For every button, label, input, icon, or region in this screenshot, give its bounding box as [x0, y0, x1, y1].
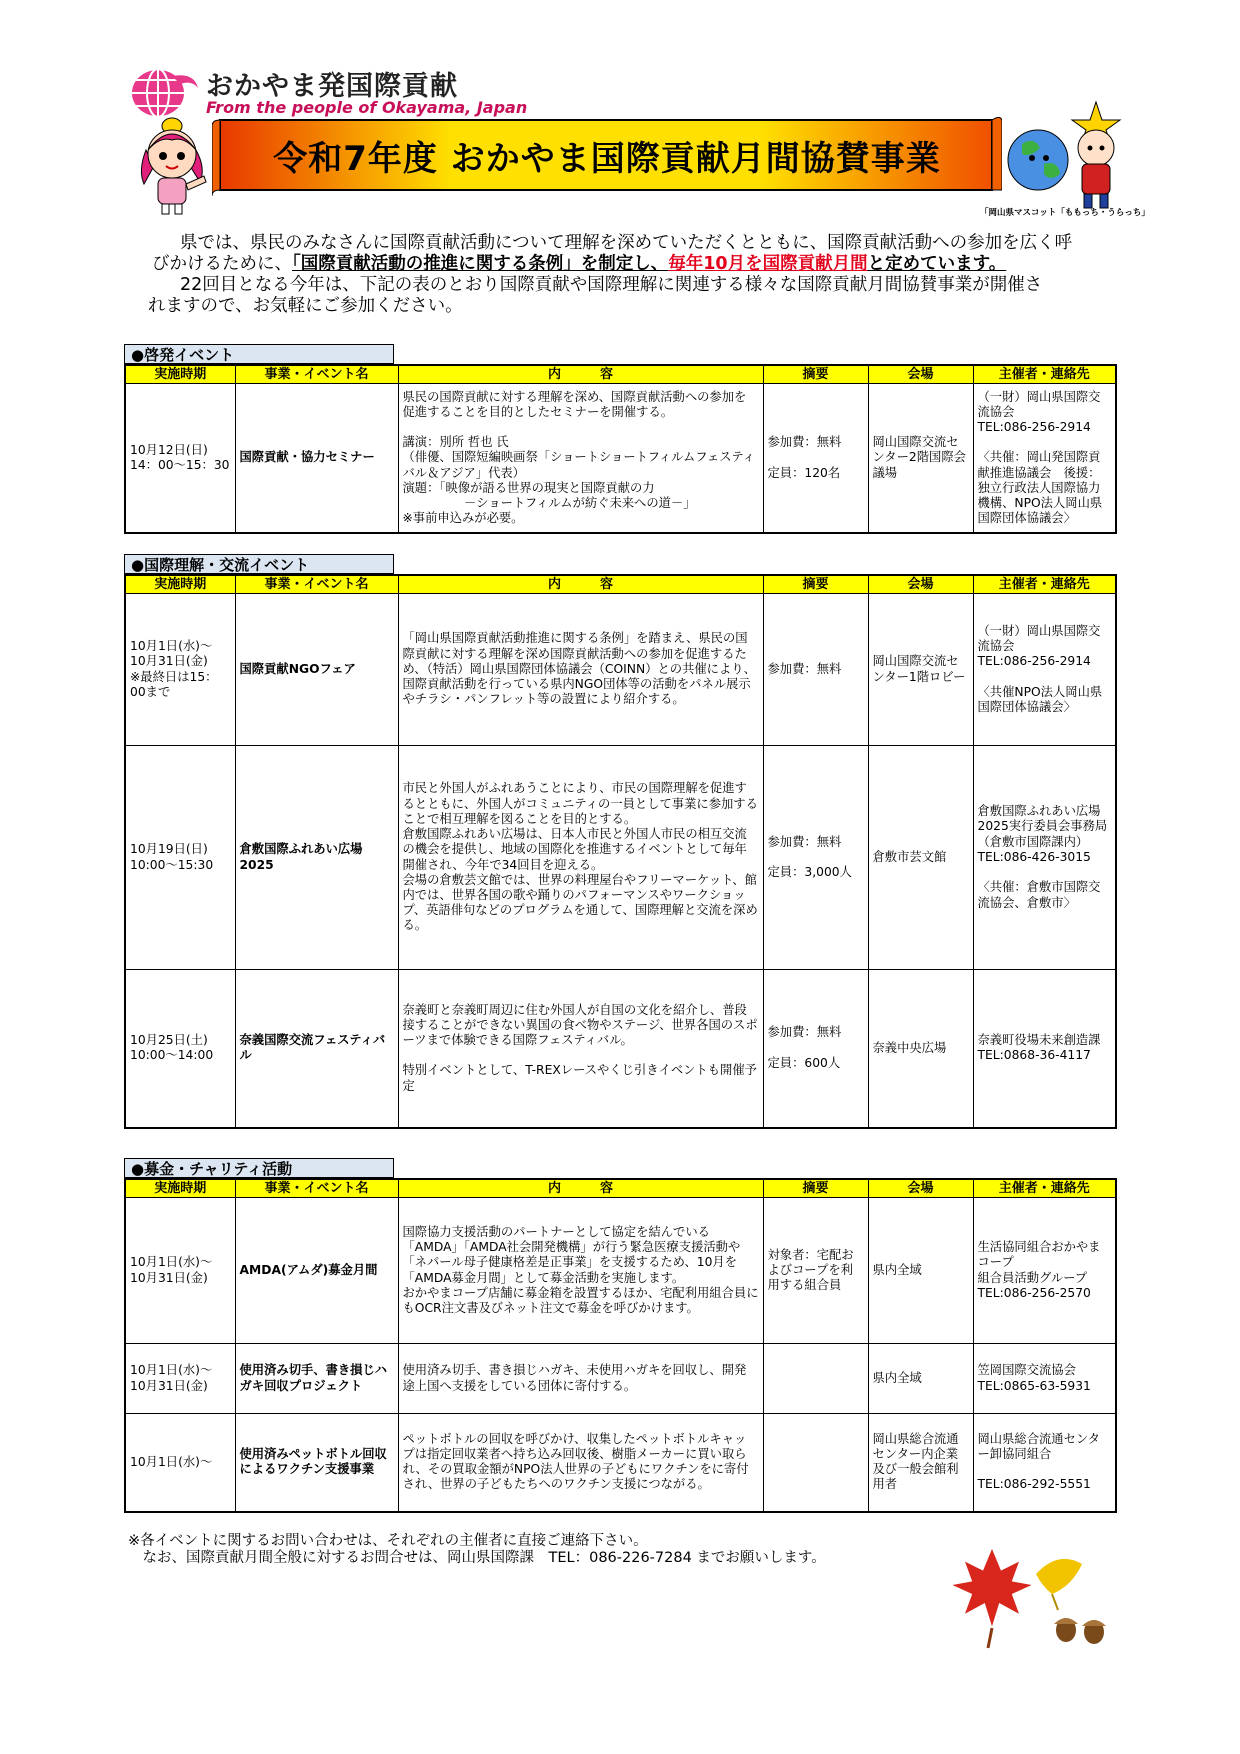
- mascot-momocchi-icon: [132, 110, 216, 218]
- intro-line-3: 22回目となる今年は、下記の表のとおり国際貢献や国際理解に関連する様々な国際貢献月間協賛事業が開催さ: [180, 275, 1043, 295]
- awareness-events-table: [124, 364, 1117, 534]
- col-event: 事業・イベント名: [235, 365, 398, 384]
- intl-exchange-events-table: [124, 574, 1117, 1129]
- footer-note-1: ※各イベントに関するお問い合わせは、それぞれの主催者に直接ご連絡下さい。: [128, 1533, 648, 1549]
- event-date: 10月12日(日) 14：00～15：30: [125, 384, 235, 534]
- table-row: [125, 1414, 1116, 1512]
- table-header-row: [125, 1179, 1116, 1198]
- event-summary: 参加費：無料 定員：3,000人: [763, 746, 868, 970]
- event-content: ペットボトルの回収を呼びかけ、収集したペットボトルキャップは指定回収業者へ持ち込み回収後、樹脂メーカーに買い取られ、その買取金額がNPO法人世界の子どもにワクチンをに寄付され、世界の子どもたちへのワクチン支援につながる。: [398, 1414, 763, 1512]
- event-organizer: 生活協同組合おかやまコープ 組合員活動グループ TEL:086-256-2570: [973, 1198, 1116, 1344]
- event-content: 奈義町と奈義町周辺に住む外国人が自国の文化を紹介し、普段接することができない異国の食べ物やステージ、世界各国のスポーツまで体験できる国際フェスティバル。 特別イベントとして、T-REXレースやくじ引きイベントも開催予定: [398, 970, 763, 1128]
- event-summary: 参加費：無料 定員：600人: [763, 970, 868, 1128]
- footer-note: [128, 1533, 826, 1567]
- event-date: 10月1日(水)～ 10月31日(金): [125, 1198, 235, 1344]
- event-venue: 県内全域: [868, 1198, 973, 1344]
- section-label-charity: ●募金・チャリティ活動: [124, 1158, 394, 1178]
- col-event: 事業・イベント名: [235, 1179, 398, 1198]
- event-organizer: 岡山県総合流通センター卸協同組合 TEL:086-292-5551: [973, 1414, 1116, 1512]
- col-venue: 会場: [868, 1179, 973, 1198]
- event-summary: 参加費：無料: [763, 594, 868, 746]
- intro-line-1: 県では、県民のみなさんに国際貢献活動について理解を深めていただくとともに、国際貢献活動への参加を広く呼: [180, 233, 1073, 253]
- event-summary: 対象者：宅配およびコープを利用する組合員: [763, 1198, 868, 1344]
- table-header-row: [125, 365, 1116, 384]
- event-venue: 奈義中央広場: [868, 970, 973, 1128]
- event-name: 倉敷国際ふれあい広場2025: [235, 746, 398, 970]
- event-content: 「岡山県国際貢献活動推進に関する条例」を踏まえ、県民の国際貢献に対する理解を深め国際貢献活動への参加を促進するため、（特活）岡山県国際団体協議会（COINN）との共催により、国際貢献活動を行っている県内NGO団体等の活動をパネル展示やチラシ・パンフレット等の設置により紹介する。: [398, 594, 763, 746]
- col-event: 事業・イベント名: [235, 575, 398, 594]
- event-date: 10月1日(水)～ 10月31日(金) ※最終日は15：00まで: [125, 594, 235, 746]
- col-content: 内 容: [398, 1179, 763, 1198]
- col-organizer: 主催者・連絡先: [973, 365, 1116, 384]
- event-venue: 岡山県総合流通センター内企業及び一般会館利用者: [868, 1414, 973, 1512]
- event-venue: 倉敷市芸文館: [868, 746, 973, 970]
- col-summary: 摘要: [763, 1179, 868, 1198]
- col-date: 実施時期: [125, 365, 235, 384]
- table-row: [125, 746, 1116, 970]
- event-date: 10月1日(水)～ 10月31日(金): [125, 1344, 235, 1414]
- month-highlight: 毎年10月を国際貢献月間: [668, 254, 868, 274]
- autumn-leaves-icon: [948, 1540, 1118, 1650]
- charity-events-table: [124, 1178, 1117, 1513]
- event-name: 国際貢献・協力セミナー: [235, 384, 398, 534]
- event-summary: [763, 1414, 868, 1512]
- event-name: 使用済み切手、書き損じハガキ回収プロジェクト: [235, 1344, 398, 1414]
- event-venue: 岡山国際交流センター1階ロビー: [868, 594, 973, 746]
- table-row: [125, 594, 1116, 746]
- intro-text: [148, 233, 1108, 317]
- table-header-row: [125, 575, 1116, 594]
- logo-tagline: From the people of Okayama, Japan: [206, 98, 528, 117]
- col-organizer: 主催者・連絡先: [973, 575, 1116, 594]
- section-label-intl-exchange: ●国際理解・交流イベント: [124, 554, 394, 574]
- event-date: 10月19日(日) 10:00～15:30: [125, 746, 235, 970]
- event-name: 使用済みペットボトル回収によるワクチン支援事業: [235, 1414, 398, 1512]
- event-organizer: （一財）岡山県国際交流協会 TEL:086-256-2914 〈共催NPO法人岡山県国際団体協議会〉: [973, 594, 1116, 746]
- event-organizer: （一財）岡山県国際交流協会 TEL:086-256-2914 〈共催：岡山発国際貢献推進協議会 後援：独立行政法人国際協力機構、NPO法人岡山県国際団体協議会〉: [973, 384, 1116, 534]
- col-content: 内 容: [398, 575, 763, 594]
- mascot-caption: 「岡山県マスコット「ももっち・うらっち」: [980, 208, 1150, 218]
- event-organizer: 笠岡国際交流協会 TEL:0865-63-5931: [973, 1344, 1116, 1414]
- event-content: 市民と外国人がふれあうことにより、市民の国際理解を促進するとともに、外国人がコミュニティの一員として事業に参加することで相互理解を図ることを目的とする。 倉敷国際ふれあい広場は、日本人市民と外国人市民の相互交流の機会を提供し、地域の国際化を推進するイベントとして毎年開催され、今年で34回目を迎える。 会場の倉敷芸文館では、世界の料理屋台やフリーマーケット、館内では、世界各国の歌や踊りのパフォーマンスやワークショップ、英語俳句などのプログラムを通して、国際理解と交流を深める。: [398, 746, 763, 970]
- logo-text: おかやま発国際貢献: [206, 71, 458, 102]
- col-venue: 会場: [868, 575, 973, 594]
- footer-note-2: なお、国際貢献月間全般に対するお問合せは、岡山県国際課 TEL：086-226-7284 までお願いします。: [128, 1550, 826, 1566]
- event-venue: 岡山国際交流センター2階国際会議場: [868, 384, 973, 534]
- table-row: [125, 1344, 1116, 1414]
- col-organizer: 主催者・連絡先: [973, 1179, 1116, 1198]
- col-summary: 摘要: [763, 575, 868, 594]
- table-row: [125, 1198, 1116, 1344]
- intro-line-2: びかけるために、「国際貢献活動の推進に関する条例」を制定し、毎年10月を国際貢献月間と定めています。: [152, 254, 1007, 274]
- col-date: 実施時期: [125, 1179, 235, 1198]
- intro-line-4: れますので、お気軽にご参加ください。: [148, 296, 463, 316]
- event-date: 10月1日(水)～: [125, 1414, 235, 1512]
- event-content: 国際協力支援活動のパートナーとして協定を結んでいる「AMDA」「AMDA社会開発機構」が行う緊急医療支援活動や「ネパール母子健康格差是正事業」を支援するため、10月を「AMDA募金月間」として募金活動を実施します。 おかやまコープ店舗に募金箱を設置するほか、宅配利用組合員にもOCR注文書及びネット注文で募金を呼びかけます。: [398, 1198, 763, 1344]
- event-organizer: 倉敷国際ふれあい広場2025実行委員会事務局（倉敷市国際課内） TEL:086-426-3015 〈共催：倉敷市国際交流協会、倉敷市〉: [973, 746, 1116, 970]
- event-name: AMDA(アムダ)募金月間: [235, 1198, 398, 1344]
- event-content: 県民の国際貢献に対する理解を深め、国際貢献活動への参加を促進することを目的としたセミナーを開催する。 講演：別所 哲也 氏 （俳優、国際短編映画祭「ショートショートフィルムフェスティバル＆アジア」代表） 演題：「映像が語る世界の現実と国際貢献の力 －ショートフィルムが紡ぐ未来への道－」 ※事前申込みが必要。: [398, 384, 763, 534]
- mascot-urachi-globe-icon: [1000, 100, 1130, 212]
- ordinance-highlight: 「国際貢献活動の推進に関する条例」を制定し、: [292, 254, 669, 274]
- table-row: [125, 384, 1116, 534]
- col-content: 内 容: [398, 365, 763, 384]
- event-summary: [763, 1344, 868, 1414]
- col-venue: 会場: [868, 365, 973, 384]
- col-date: 実施時期: [125, 575, 235, 594]
- table-row: [125, 970, 1116, 1128]
- section-label-awareness: ●啓発イベント: [124, 344, 394, 364]
- col-summary: 摘要: [763, 365, 868, 384]
- event-name: 国際貢献NGOフェア: [235, 594, 398, 746]
- page-title: 令和7年度 おかやま国際貢献月間協賛事業: [273, 138, 941, 179]
- event-date: 10月25日(土) 10:00～14:00: [125, 970, 235, 1128]
- event-organizer: 奈義町役場未来創造課 TEL:0868-36-4117: [973, 970, 1116, 1128]
- event-name: 奈義国際交流フェスティバル: [235, 970, 398, 1128]
- event-venue: 県内全域: [868, 1344, 973, 1414]
- event-content: 使用済み切手、書き損じハガキ、未使用ハガキを回収し、開発途上国へ支援をしている団体に寄付する。: [398, 1344, 763, 1414]
- event-summary: 参加費：無料 定員：120名: [763, 384, 868, 534]
